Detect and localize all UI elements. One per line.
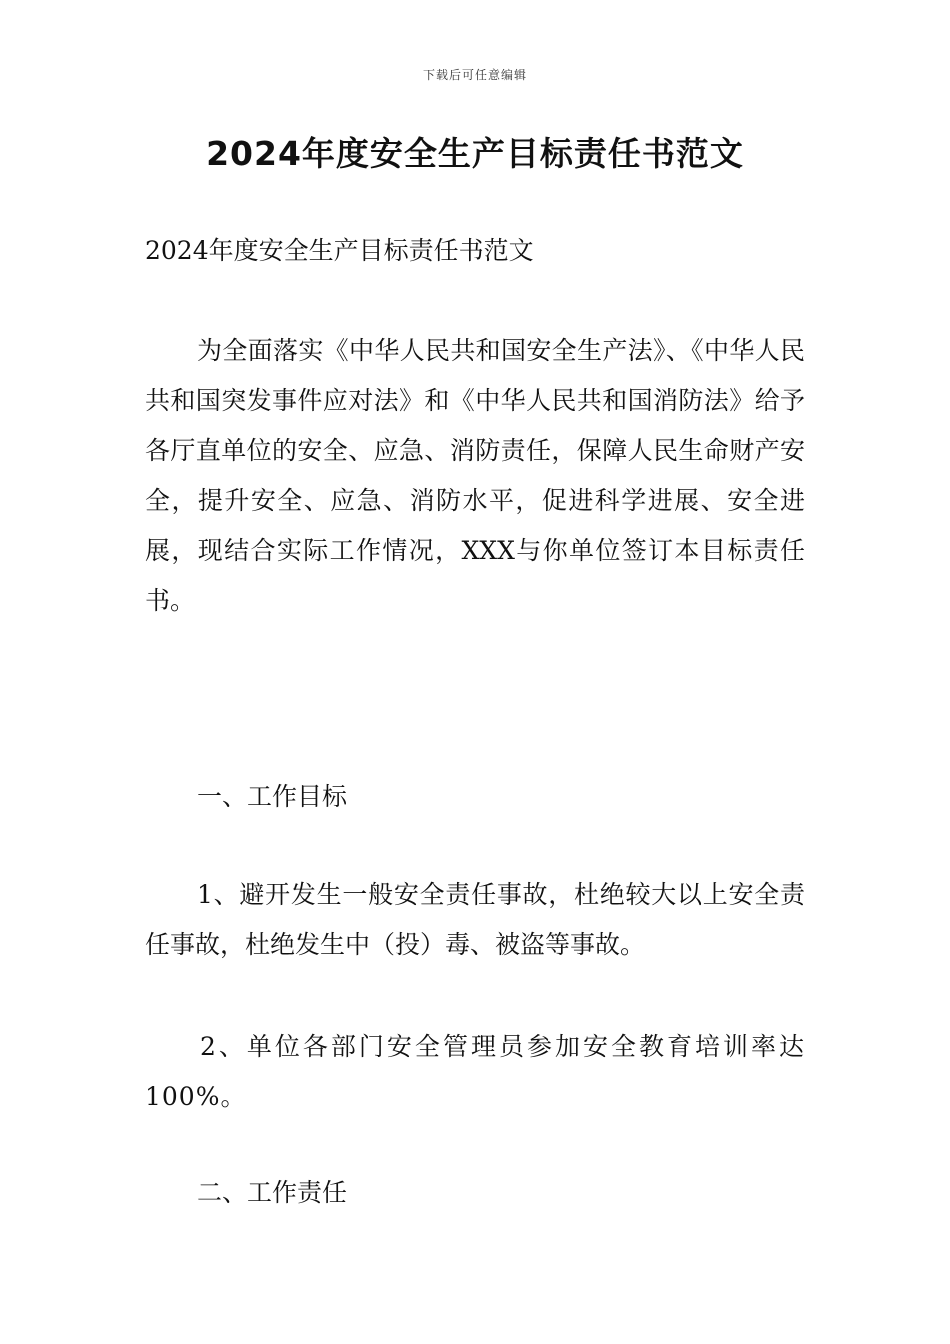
document-title: 2024年度安全生产目标责任书范文 <box>206 134 744 173</box>
goal-item-2: 2、单位各部门安全管理员参加安全教育培训率达100%。 <box>145 1032 805 1111</box>
section-heading-responsibilities: 二、工作责任 <box>197 1178 348 1207</box>
goal-item-1: 1、避开发生一般安全责任事故，杜绝较大以上安全责任事故，杜绝发生中（投）毒、被盗等事故。 <box>145 880 805 959</box>
header-note: 下载后可任意编辑 <box>422 68 527 82</box>
intro-paragraph: 为全面落实《中华人民共和国安全生产法》、《中华人民共和国突发事件应对法》和《中华人民共和国消防法》给予各厅直单位的安全、应急、消防责任，保障人民生命财产安全，提升安全、应急、消防水平，促进科学进展、安全进展，现结合实际工作情况，XXX与你单位签订本目标责任书。 <box>145 336 805 615</box>
document-subtitle: 2024年度安全生产目标责任书范文 <box>145 236 534 265</box>
section-heading-goals: 一、工作目标 <box>197 782 348 811</box>
